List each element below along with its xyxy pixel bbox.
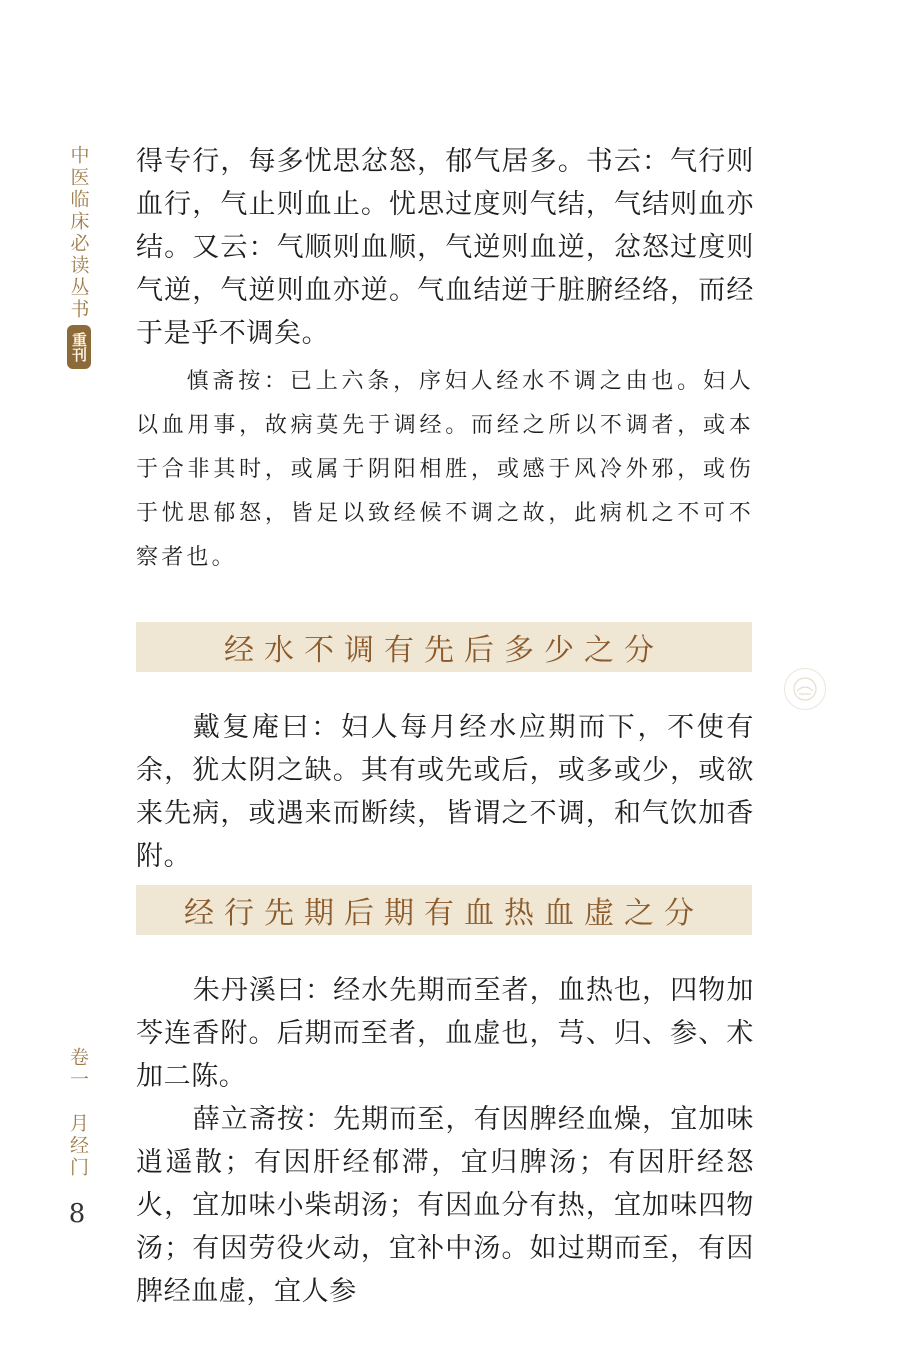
section-heading-2: 经行先期后期有血热血虚之分 — [136, 885, 752, 935]
section-heading-1: 经水不调有先后多少之分 — [136, 622, 752, 672]
page-number: 8 — [68, 1199, 86, 1229]
volume-label: 卷一 — [67, 1047, 89, 1091]
paragraph-2-block — [136, 706, 754, 878]
decorative-badge-icon — [784, 668, 826, 710]
note-1: 慎斋按：已上六条，序妇人经水不调之由也。妇人以血用事，故病莫先于调经。而经之所以不调者，或本于合非其时，或属于阴阳相胜，或感于风冷外邪，或伤于忧思郁怒，皆足以致经候不调之故，此病机之不可不察者也。 — [136, 369, 754, 570]
paragraph-3: 朱丹溪曰：经水先期而至者，血热也，四物加芩连香附。后期而至者，血虚也，芎、归、参、术加二陈。 — [136, 975, 754, 1092]
paragraph-1: 得专行，每多忧思忿怒，郁气居多。书云：气行则血行，气止则血止。忧思过度则气结，气结则血亦结。又云：气顺则血顺，气逆则血逆，忿怒过度则气逆，气逆则血亦逆。气血结逆于脏腑经络，而经于是乎不调矣。 — [136, 146, 754, 349]
paragraph-3-block — [136, 969, 754, 1313]
series-title: 中医临床必读丛书 — [67, 145, 90, 321]
series-sidebar — [66, 145, 92, 369]
paragraph-4: 薛立斋按：先期而至，有因脾经血燥，宜加味逍遥散；有因肝经郁滞，宜归脾汤；有因肝经怒火，宜加味小柴胡汤；有因血分有热，宜加味四物汤；有因劳役火动，宜补中汤。如过期而至，有因脾经血虚，宜人参 — [136, 1104, 754, 1307]
paragraph-1-block — [136, 140, 754, 355]
paragraph-2: 戴复庵曰：妇人每月经水应期而下，不使有余，犹太阴之缺。其有或先或后，或多或少，或欲来先病，或遇来而断续，皆谓之不调，和气饮加香附。 — [136, 712, 754, 872]
note-1-block — [136, 360, 754, 580]
reprint-seal: 重刊 — [67, 325, 91, 369]
volume-marker — [66, 1047, 92, 1179]
chapter-label: 月经门 — [67, 1113, 89, 1179]
